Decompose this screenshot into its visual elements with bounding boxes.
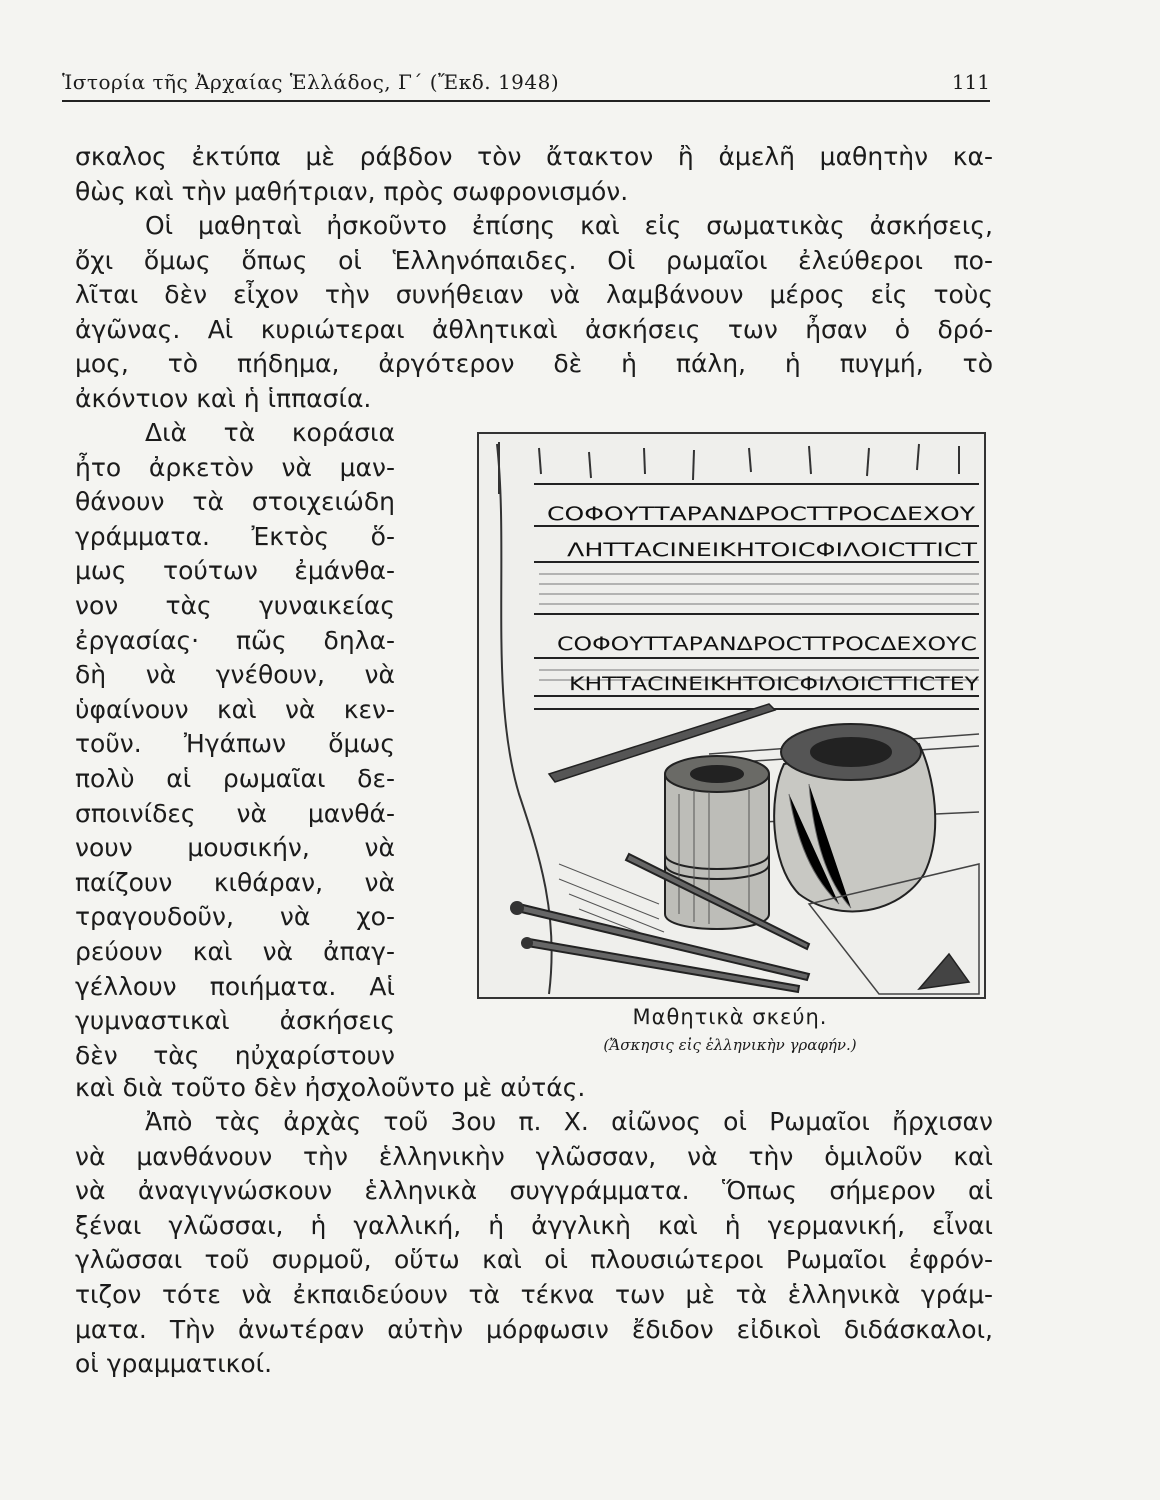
- school-utensils-illustration: [477, 432, 986, 999]
- text-line: μος, τὸ πήδημα, ἀργότερον δὲ ἡ πάλη, ἡ πυγμή, τὸ: [75, 349, 993, 379]
- paragraph-3-column: [75, 416, 395, 1073]
- text-line: καὶ διὰ τοῦτο δὲν ἠσχολοῦντο μὲ αὐτάς.: [75, 1073, 586, 1102]
- header-title: Ἱστορία τῆς Ἀρχαίας Ἑλλάδος, Γ΄ (Ἔκδ. 1948): [62, 70, 560, 94]
- text-line: παίζουν κιθάραν, νὰ: [75, 867, 395, 897]
- text-line: ἦτο ἀρκετὸν νὰ μαν-: [75, 452, 395, 482]
- figure-caption-subtitle: (Ἄσκησις εἰς ἑλληνικὴν γραφήν.): [603, 1036, 857, 1054]
- text-line: νὰ ἀναγιγνώσκουν ἑλληνικὰ συγγράμματα. Ὅπως σήμερον αἱ: [75, 1176, 993, 1206]
- text-line: ὄχι ὅμως ὅπως οἱ Ἑλληνόπαιδες. Οἱ ρωμαῖοι ἐλεύθεροι πο-: [75, 245, 993, 275]
- text-line: Διὰ τὰ κοράσια: [145, 418, 395, 447]
- text-line: τιζον τότε νὰ ἐκπαιδεύουν τὰ τέκνα των μὲ τὰ ἑλληνικὰ γράμ-: [75, 1279, 993, 1309]
- text-line: λῖται δὲν εἶχον τὴν συνήθειαν νὰ λαμβάνουν μέρος εἰς τοὺς: [75, 280, 993, 310]
- text-line: νον τὰς γυναικείας: [75, 590, 395, 620]
- text-line: γράμματα. Ἐκτὸς ὅ-: [75, 521, 395, 551]
- paragraph-3-closing: [75, 1071, 993, 1106]
- paragraph-2: [75, 209, 993, 417]
- text-line: ὑφαίνουν καὶ νὰ κεν-: [75, 694, 395, 724]
- running-header: [62, 66, 990, 102]
- paragraph-4: [75, 1105, 993, 1382]
- text-line: ἀγῶνας. Αἱ κυριώτεραι ἀθλητικαὶ ἀσκήσεις των ἦσαν ὁ δρό-: [75, 314, 993, 344]
- text-line: σκαλος ἐκτύπα μὲ ράβδον τὸν ἄτακτον ἢ ἀμελῆ μαθητὴν κα-: [75, 142, 993, 171]
- text-line: Ἀπὸ τὰς ἀρχὰς τοῦ 3ου π. Χ. αἰῶνος οἱ Ρωμαῖοι ἤρχισαν: [145, 1107, 993, 1136]
- text-line: θὼς καὶ τὴν μαθήτριαν, πρὸς σωφρονισμόν.: [75, 176, 629, 206]
- tablet-line-4: ΚΗΤΤΑϹΙΝΕΙΚΗΤΟΙϹΦΙΛΟΙϹΤΤΙϹΤΕΥ: [569, 673, 980, 695]
- text-line: τοῦν. Ἠγάπων ὅμως: [75, 729, 395, 759]
- text-line: γλῶσσαι τοῦ συρμοῦ, οὕτω καὶ οἱ πλουσιώτεροι Ρωμαῖοι ἐφρόν-: [75, 1245, 993, 1275]
- text-line: ρεύουν καὶ νὰ ἀπαγ-: [75, 936, 395, 966]
- text-line: μως τούτων ἐμάνθα-: [75, 556, 395, 586]
- text-line: Οἱ μαθηταὶ ἠσκοῦντο ἐπίσης καὶ εἰς σωματικὰς ἀσκήσεις,: [145, 211, 993, 240]
- text-line: δὲν τὰς ηὐχαρίστουν: [75, 1040, 395, 1070]
- text-line: τραγουδοῦν, νὰ χο-: [75, 902, 395, 932]
- text-line: οἱ γραμματικοί.: [75, 1349, 273, 1379]
- paragraph-1: [75, 140, 993, 209]
- text-line: γυμναστικαὶ ἀσκήσεις: [75, 1006, 395, 1036]
- text-line: θάνουν τὰ στοιχειώδη: [75, 487, 395, 517]
- text-line: σποινίδες νὰ μανθά-: [75, 798, 395, 828]
- tablet-line-2: ΛΗΤΤΑϹΙΝΕΙΚΗΤΟΙϹΦΙΛΟΙϹΤΤΙϹΤ: [567, 539, 978, 561]
- text-line: ἐργασίας· πῶς δηλα-: [75, 625, 395, 655]
- tablet-line-1: ϹΟΦΟΥΤΤΑΡΑΝΔΡΟϹΤΤΡΟϹΔΕΧΟΥ: [547, 503, 976, 525]
- text-line: νουν μουσικήν, νὰ: [75, 833, 395, 863]
- text-line: νὰ μανθάνουν τὴν ἑλληνικὴν γλῶσσαν, νὰ τὴν ὁμιλοῦν καὶ: [75, 1141, 993, 1171]
- text-line: πολὺ αἱ ρωμαῖαι δε-: [75, 763, 395, 793]
- text-line: ματα. Τὴν ἀνωτέραν αὐτὴν μόρφωσιν ἔδιδον εἰδικοὶ διδάσκαλοι,: [75, 1314, 993, 1344]
- text-line: γέλλουν ποιήματα. Αἱ: [75, 971, 395, 1001]
- tablet-line-3: ϹΟΦΟΥΤΤΑΡΑΝΔΡΟϹΤΤΡΟϹΔΕΧΟΥϹ: [557, 633, 977, 655]
- page-number: 111: [951, 70, 990, 94]
- text-line: ἀκόντιον καὶ ἡ ἱππασία.: [75, 383, 372, 413]
- text-line: δὴ νὰ γνέθουν, νὰ: [75, 660, 395, 690]
- text-line: ξέναι γλῶσσαι, ἡ γαλλική, ἡ ἀγγλικὴ καὶ ἡ γερμανική, εἶναι: [75, 1210, 993, 1240]
- figure-caption: Μαθητικὰ σκεύη.: [632, 1005, 828, 1029]
